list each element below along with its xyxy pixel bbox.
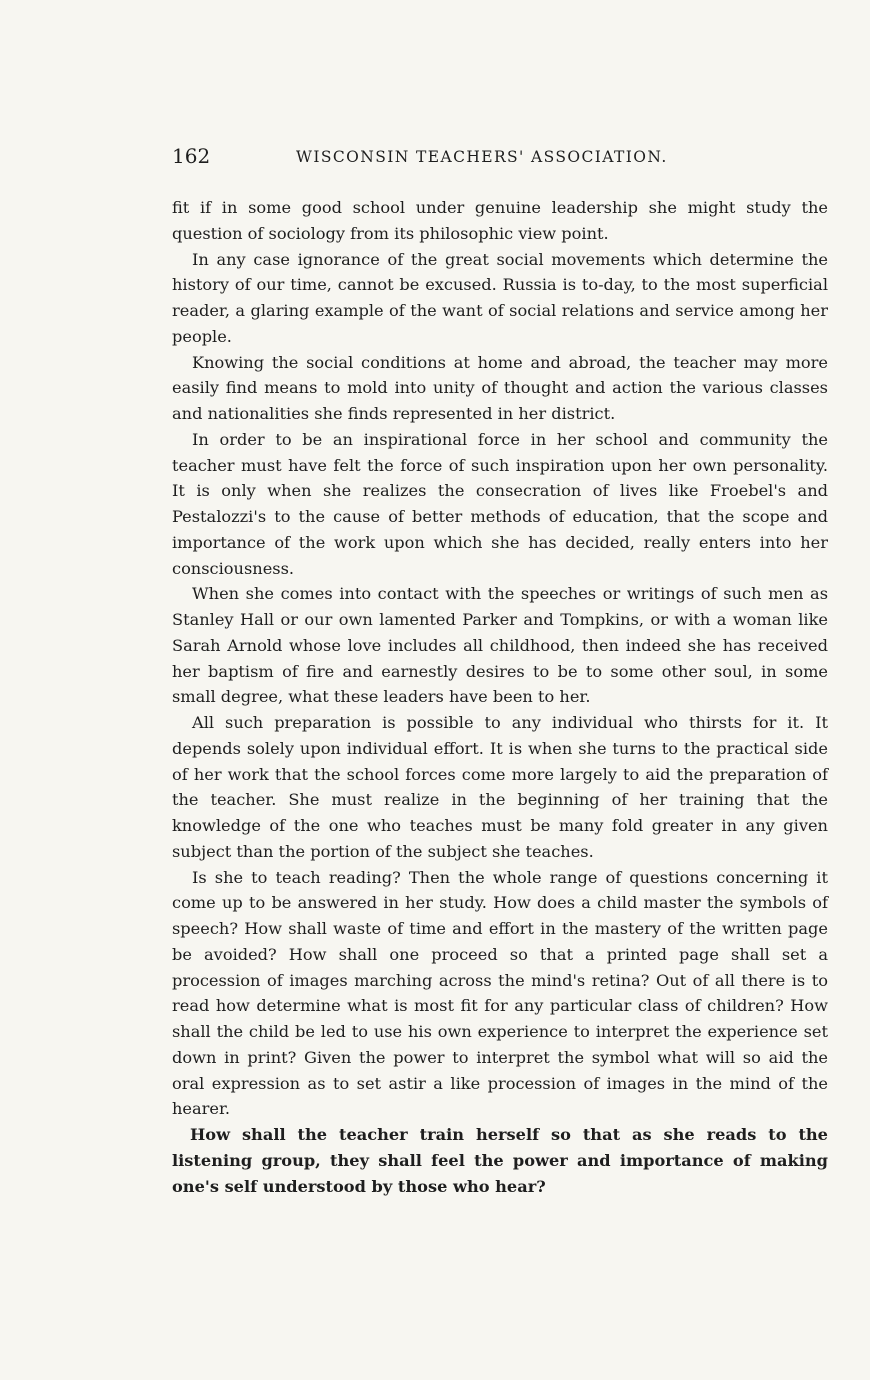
paragraph-social-movements: In any case ignorance of the great social movements which determine the history of our time, cannot be excused. Russia is to-day, to the most superficial reader, a glaring example of the want of social relations and service among her people. <box>172 249 828 346</box>
paragraph-teacher-train: How shall the teacher train herself so that as she reads to the listening group, they shall feel the power and importance of making one's self understood by those who hear? <box>172 1125 828 1196</box>
paragraph-social-conditions: Knowing the social conditions at home and abroad, the teacher may more easily find means to mold into unity of thought and action the various classes and nationalities she finds represented in her district. <box>172 352 828 423</box>
paragraph-inspirational-force: In order to be an inspirational force in her school and community the teacher must have felt the force of such inspiration upon her own personality. It is only when she realizes the consecration of lives like Froebel's and Pestalozzi's to the cause of better methods of education, that the scope and importance of the work upon which she has decided, really enters into her consciousness. <box>172 429 828 578</box>
running-head <box>172 143 828 169</box>
body-text <box>172 195 828 1199</box>
paragraph-continued: fit if in some good school under genuine leadership she might study the question of sociology from its philosophic view point. <box>172 198 828 243</box>
journal-title: WISCONSIN TEACHERS' ASSOCIATION. <box>296 148 668 166</box>
paragraph-speeches-writings: When she comes into contact with the speeches or writings of such men as Stanley Hall or our own lamented Parker and Tompkins, or with a woman like Sarah Arnold whose love includes all childhood, then indeed she has received her baptism of fire and earnestly desires to be to some other soul, in some small degree, what these leaders have been to her. <box>172 584 828 707</box>
paragraph-preparation: All such preparation is possible to any individual who thirsts for it. It depends solely upon individual effort. It is when she turns to the practical side of her work that the school forces come more largely to aid the preparation of the teacher. She must realize in the beginning of her training that the knowledge of the one who teaches must be many fold greater in any given subject than the portion of the subject she teaches. <box>172 713 828 861</box>
page-number: 162 <box>172 144 211 168</box>
paragraph-teach-reading: Is she to teach reading? Then the whole range of questions concerning it come up to be answered in her study. How does a child master the symbols of speech? How shall waste of time and effort in the mastery of the written page be avoided? How shall one proceed so that a printed page shall set a procession of images marching across the mind's retina? Out of all there is to read how determine what is most fit for any particular class of children? How shall the child be led to use his own experience to interpret the experience set down in print? Given the power to interpret the symbol what will so aid the oral expression as to set astir a like procession of images in the mind of the hearer. <box>172 867 828 1119</box>
